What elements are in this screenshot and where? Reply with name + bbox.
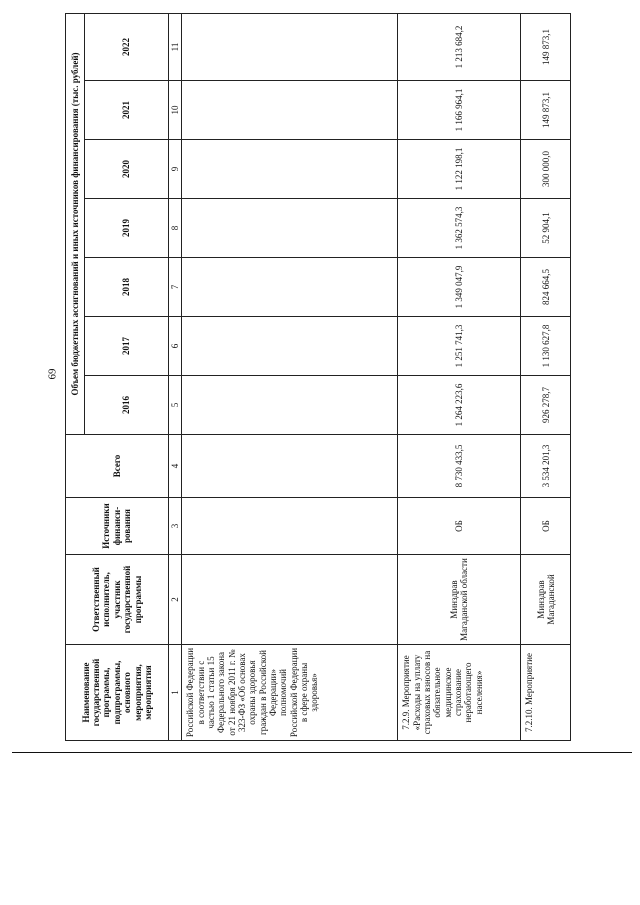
table-row [182, 14, 398, 741]
rotated-table-container [65, 14, 569, 741]
row-value: 52 904,1 [521, 199, 571, 258]
header-executor: Ответственный исполнитель, участник государственной программы [66, 555, 169, 645]
row-value: 824 664,5 [521, 258, 571, 317]
row-source: ОБ [398, 498, 521, 555]
header-funding-group: Объем бюджетных ассигнований и иных источников финансирования (тыс. рублей) [66, 14, 85, 435]
column-number: 1 [169, 645, 182, 741]
row-value: 1 130 627,8 [521, 317, 571, 376]
row-source [182, 498, 398, 555]
row-name: Российской Федерации в соответствии с частью 1 статьи 15 Федерального закона от 21 ноября 2011 г. № 323-ФЗ «Об основах охраны здоровья граждан в Российской Федерации» полномочий Российской Федерации в сфере охраны здоровья» [182, 645, 398, 741]
row-value: 300 000,0 [521, 140, 571, 199]
header-year: 2016 [85, 376, 169, 435]
row-value: 1 362 574,3 [398, 199, 521, 258]
row-executor [182, 555, 398, 645]
row-source: ОБ [521, 498, 571, 555]
row-value: 1 213 684,2 [398, 14, 521, 81]
row-total: 3 534 201,3 [521, 435, 571, 498]
row-value: 1 122 198,1 [398, 140, 521, 199]
row-value: 1 251 741,3 [398, 317, 521, 376]
column-number: 9 [169, 140, 182, 199]
row-total [182, 435, 398, 498]
header-name: Наименование государственной программы, подпрограммы, основного мероприятия, мероприятия [66, 645, 169, 741]
row-value: 1 349 047,9 [398, 258, 521, 317]
row-value: 149 873,1 [521, 81, 571, 140]
column-number-row [169, 14, 182, 741]
header-year: 2020 [85, 140, 169, 199]
row-value [182, 81, 398, 140]
row-value: 1 166 964,1 [398, 81, 521, 140]
row-value: 1 264 223,6 [398, 376, 521, 435]
row-value: 926 278,7 [521, 376, 571, 435]
row-name: 7.2.9. Мероприятие «Расходы на уплату страховых взносов на обязательное медицинское страхование неработающего населения» [398, 645, 521, 741]
column-number: 8 [169, 199, 182, 258]
header-year: 2021 [85, 81, 169, 140]
row-value [182, 199, 398, 258]
column-number: 3 [169, 498, 182, 555]
funding-table [65, 13, 571, 741]
table-row [521, 14, 571, 741]
column-number: 2 [169, 555, 182, 645]
column-number: 6 [169, 317, 182, 376]
header-year: 2019 [85, 199, 169, 258]
column-number: 7 [169, 258, 182, 317]
row-value [182, 376, 398, 435]
page-divider-line [12, 752, 632, 753]
row-total: 8 730 433,5 [398, 435, 521, 498]
column-number: 10 [169, 81, 182, 140]
header-year: 2018 [85, 258, 169, 317]
row-value [182, 317, 398, 376]
row-value [182, 140, 398, 199]
row-value [182, 14, 398, 81]
row-executor: Минздрав Магаданской области [398, 555, 521, 645]
header-total: Всего [66, 435, 169, 498]
row-executor: Минздрав Магаданской [521, 555, 571, 645]
column-number: 4 [169, 435, 182, 498]
column-number: 5 [169, 376, 182, 435]
page-number: 69 [46, 368, 58, 380]
row-value [182, 258, 398, 317]
table-row [398, 14, 521, 741]
header-row-top [66, 14, 85, 741]
header-year: 2017 [85, 317, 169, 376]
row-value: 149 873,1 [521, 14, 571, 81]
row-name: 7.2.10. Мероприятие [521, 645, 571, 741]
header-year: 2022 [85, 14, 169, 81]
column-number: 11 [169, 14, 182, 81]
header-source: Источники финанси-рования [66, 498, 169, 555]
